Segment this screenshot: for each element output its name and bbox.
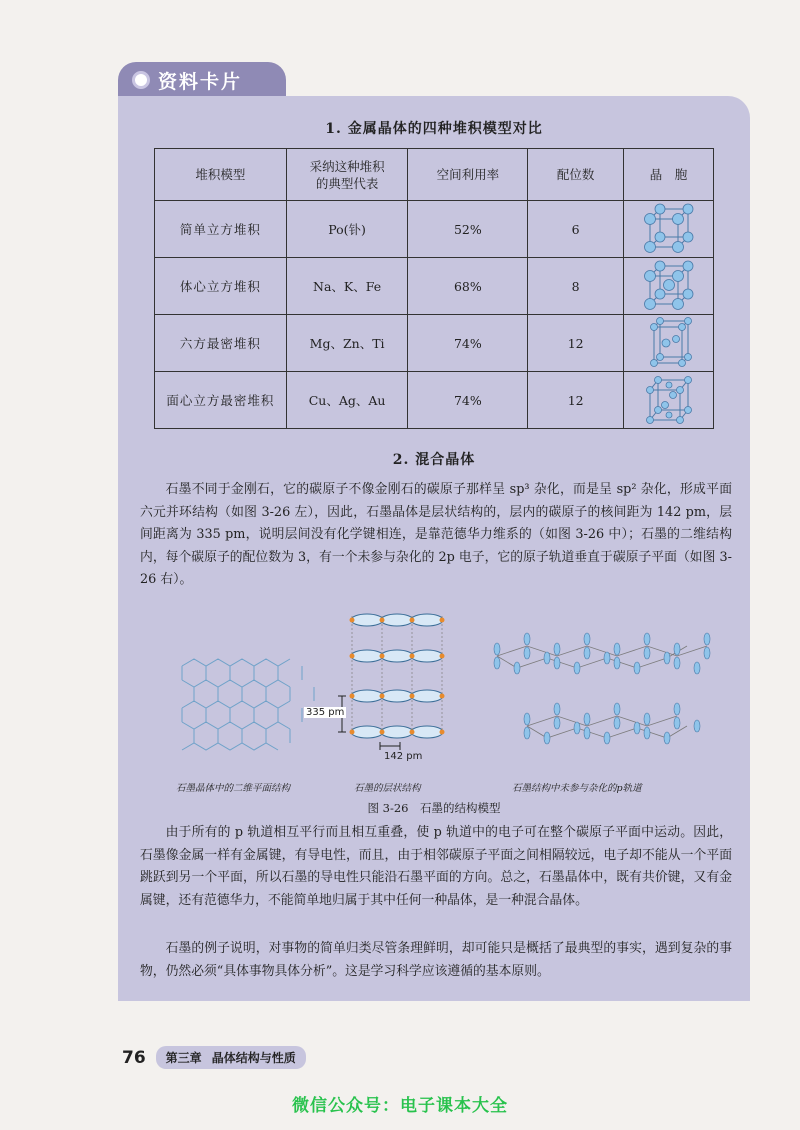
stacking-table [154, 148, 714, 429]
data-card [118, 96, 750, 1001]
section2-title: 2. 混合晶体 [392, 452, 476, 468]
chapter-tab [156, 1046, 306, 1069]
table-row: 简单立方堆积 Po(钋) 52% 6 [155, 201, 714, 258]
header-model: 堆积模型 [155, 149, 287, 201]
unit-cell-body-centered [624, 258, 714, 315]
table-row: 六方最密堆积 Mg、Zn、Ti 74% 12 [155, 315, 714, 372]
header-coordination: 配位数 [528, 149, 624, 201]
header-utilization: 空间利用率 [408, 149, 528, 201]
bullet-dot-icon [132, 71, 150, 89]
paragraph-1: 石墨不同于金刚石，它的碳原子不像金刚石的碳原子那样呈 sp³ 杂化，而是呈 sp² 杂化，形成平面六元并环结构（如图 3-26 左），因此，石墨晶体是层状结构的，层内的碳原子的核间距为 142 pm，层间距离为 335 pm，说明层间没有化学键相连，是靠范德华力维系的（如图 3-26 中）；石墨的二维结构内，每个碳原子的配位数为 3，有一个未参与杂化的 2p 电子，它的原子轨道垂直于碳原子平面（如图 3-26 右）。 [140, 482, 732, 587]
header-example: 采纳这种堆积 的典型代表 [286, 149, 408, 201]
table-row: 面心立方最密堆积 Cu、Ag、Au 74% 12 [155, 372, 714, 429]
unit-cell-face-centered [624, 372, 714, 429]
chapter-title: 晶体结构与性质 [211, 1051, 296, 1065]
caption-right: 石墨结构中未参与杂化的p轨道 [512, 783, 642, 794]
bond-length-label: 142 pm [384, 751, 423, 762]
unit-cell-hexagonal [624, 315, 714, 372]
figure-title: 图 3-26 石墨的结构模型 [367, 801, 501, 815]
layered-structure-diagram [332, 606, 472, 756]
chapter-number: 第三章 [165, 1051, 202, 1065]
caption-middle: 石墨的层状结构 [354, 783, 421, 794]
paragraph-3: 石墨的例子说明，对事物的简单归类尽管条理鲜明，却可能只是概括了最典型的事实，遇到复杂的事物，仍然必须“具体事物具体分析”。这是学习科学应该遵循的基本原则。 [140, 941, 732, 979]
unit-cell-simple-cubic [624, 201, 714, 258]
page-number: 76 [122, 1047, 146, 1068]
section1-title: 1. 金属晶体的四种堆积模型对比 [325, 121, 543, 137]
p-orbital-diagram [487, 616, 717, 766]
paragraph-2: 由于所有的 p 轨道相互平行而且相互重叠，使 p 轨道中的电子可在整个碳原子平面中运动。因此，石墨像金属一样有金属键，有导电性，而且，由于相邻碳原子平面之间相隔较远，电子却不能从一个平面跳跃到另一个平面，所以石墨的导电性只能沿石墨平面的方向。总之，石墨晶体中，既有共价键，又有金属键，还有范德华力，不能简单地归属于其中任何一种晶体，是一种混合晶体。 [140, 825, 732, 908]
header-cell: 晶 胞 [624, 149, 714, 201]
card-title: 资料卡片 [158, 70, 243, 93]
watermark-text: 微信公众号：电子课本大全 [292, 1096, 508, 1116]
page-footer [122, 1046, 306, 1069]
table-row: 体心立方堆积 Na、K、Fe 68% 8 [155, 258, 714, 315]
card-tab [118, 62, 286, 98]
interlayer-distance-label: 335 pm [306, 707, 345, 718]
table-header-row [155, 149, 714, 201]
caption-left: 石墨晶体中的二维平面结构 [176, 783, 291, 794]
honeycomb-diagram [162, 636, 322, 776]
